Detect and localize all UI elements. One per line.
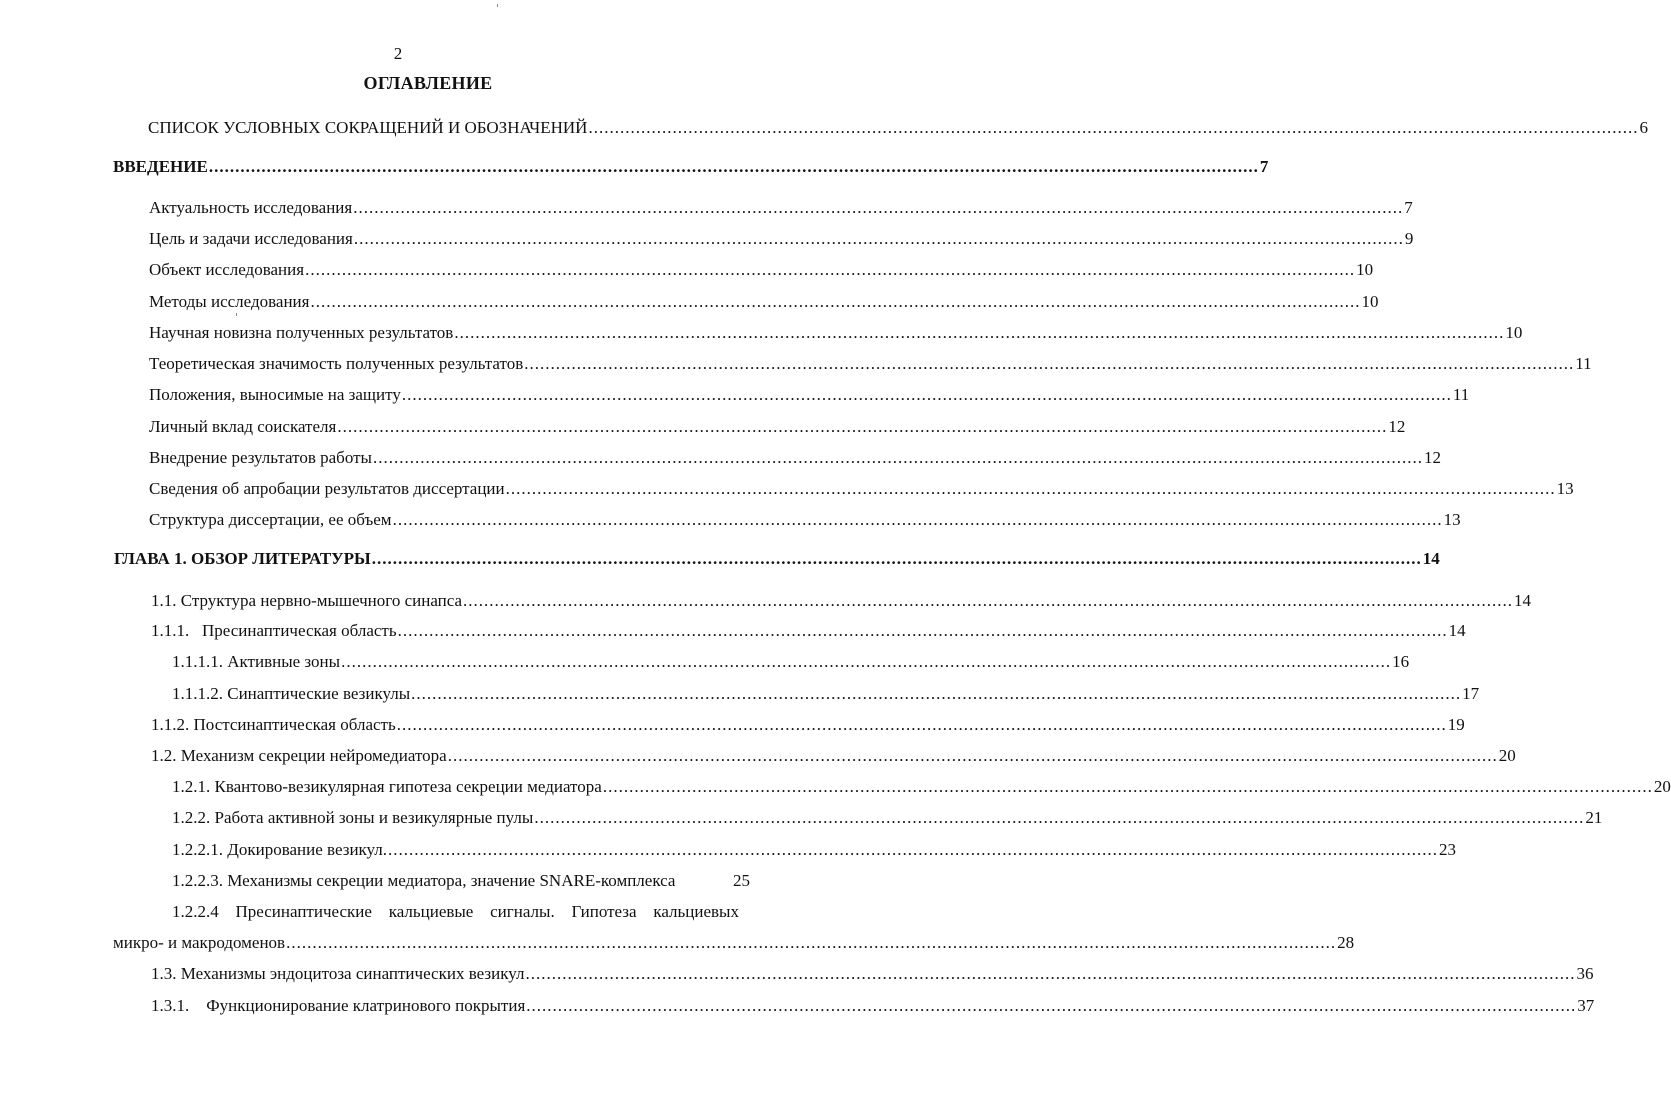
toc-entry-label: Сведения об апробации результатов диссертации (149, 479, 505, 498)
leader-dots: ........................................................................................................................................................................................................ (337, 417, 1388, 436)
toc-entry-label: 1.2. Механизм секреции нейромедиатора (151, 746, 447, 765)
page-number: 2 (393, 44, 403, 63)
leader-dots: ........................................................................................................................................................................................................ (505, 479, 1556, 498)
toc-entry-label: 1.3. Механизмы эндоцитоза синаптических везикул (151, 964, 525, 983)
leader-dots: ........................................................................................................................................................................................................ (396, 715, 1447, 734)
toc-entry-page: 11 (1452, 385, 1470, 404)
toc-entry (151, 745, 1516, 767)
toc-entry-label: Положения, выносимые на защиту (149, 385, 401, 404)
toc-entry-page: 16 (1392, 652, 1410, 671)
toc-entry-label: Структура диссертации, ее объем (149, 510, 392, 529)
leader-dots: ........................................................................................................................................................................................................ (392, 510, 1443, 529)
toc-entry-word: Пресинаптические (235, 902, 372, 921)
toc-entry-page: 21 (1585, 808, 1603, 827)
toc-entry-label: Научная новизна полученных результатов (149, 323, 454, 342)
toc-entry (113, 156, 1269, 178)
toc-entry (151, 620, 1466, 642)
scan-speck (497, 4, 498, 7)
toc-entry-word: Гипотеза (571, 902, 637, 921)
toc-entry-label: 1.1. Структура нервно-мышечного синапса (151, 591, 463, 610)
leader-dots: ........................................................................................................................................................................................................ (372, 448, 1423, 467)
toc-entry-page: 13 (1556, 479, 1574, 498)
leader-dots: ........................................................................................................................................................................................................ (534, 808, 1585, 827)
leader-dots: ........................................................................................................................................................................................................ (454, 323, 1505, 342)
toc-entry-label: 1.1.1.1. Активные зоны (172, 652, 341, 671)
toc-entry-page: 6 (1639, 118, 1648, 137)
toc-entry-page: 20 (1653, 777, 1671, 796)
toc-entry-label: 1.2.2.3. Механизмы секреции медиатора, значение SNARE-комплекса (172, 871, 676, 890)
toc-entry (151, 963, 1594, 985)
toc-entry (172, 807, 1603, 829)
toc-entry-page: 13 (1443, 510, 1461, 529)
toc-entry-page: 7 (1404, 198, 1413, 217)
toc-entry (149, 259, 1374, 281)
leader-dots: ........................................................................................................................................................................................................ (310, 292, 1361, 311)
toc-entry-label: 1.1.1. Пресинаптическая область (151, 621, 397, 640)
toc-entry-word: сигналы. (490, 902, 555, 921)
toc-entry-label: СПИСОК УСЛОВНЫХ СОКРАЩЕНИЙ И ОБОЗНАЧЕНИЙ (148, 118, 588, 137)
leader-dots: ........................................................................................................................................................................................................ (371, 549, 1422, 568)
toc-entry-label: 1.1.2. Постсинаптическая область (151, 715, 396, 734)
toc-entry-label: 1.2.1. Квантово-везикулярная гипотеза секреции медиатора (172, 777, 602, 796)
toc-entry (172, 839, 1457, 861)
toc-title: ОГЛАВЛЕНИЕ (363, 73, 493, 93)
toc-entry-label: 1.2.2. Работа активной зоны и везикулярные пулы (172, 808, 534, 827)
toc-entry (149, 416, 1406, 438)
leader-dots: ........................................................................................................................................................................................................ (341, 652, 1392, 671)
toc-entry-page: 20 (1498, 746, 1516, 765)
toc-entry-page: 36 (1576, 964, 1594, 983)
toc-entry-label: Методы исследования (149, 292, 310, 311)
toc-entry (149, 197, 1413, 219)
toc-entry-first-line (172, 902, 739, 922)
toc-entry (149, 447, 1441, 469)
leader-dots: ........................................................................................................................................................................................................ (286, 933, 1337, 952)
toc-entry-label: Актуальность исследования (149, 198, 353, 217)
toc-entry (172, 651, 1410, 673)
toc-entry (149, 291, 1379, 313)
toc-entry-page: 17 (1462, 684, 1480, 703)
leader-dots: ........................................................................................................................................................................................................ (388, 840, 1439, 859)
leader-dots: ........................................................................................................................................................................................................ (602, 777, 1653, 796)
leader-dots: ........................................................................................................................................................................................................ (526, 996, 1577, 1015)
toc-entry (148, 117, 1648, 139)
toc-entry (172, 870, 750, 892)
toc-entry (149, 322, 1523, 344)
toc-entry-word: 1.2.2.4 (172, 902, 219, 921)
toc-entry-page: 25 (733, 871, 750, 890)
toc-entry-page: 37 (1577, 996, 1595, 1015)
leader-dots: ........................................................................................................................................................................................................ (463, 591, 1514, 610)
leader-dots: ........................................................................................................................................................................................................ (588, 118, 1639, 137)
toc-entry (172, 776, 1671, 798)
leader-dots: ........................................................................................................................................................................................................ (397, 621, 1448, 640)
toc-entry-page: 10 (1356, 260, 1374, 279)
leader-dots: ........................................................................................................................................................................................................ (208, 157, 1259, 176)
toc-entry (114, 548, 1440, 570)
leader-dots: ........................................................................................................................................................................................................ (401, 385, 1452, 404)
toc-entry-label: микро- и макродоменов (113, 933, 286, 952)
toc-entry (172, 683, 1480, 705)
toc-entry (151, 714, 1465, 736)
toc-entry-word: кальциевые (388, 902, 474, 921)
toc-entry-page: 23 (1439, 840, 1457, 859)
toc-entry-page: 10 (1505, 323, 1523, 342)
toc-entry (151, 995, 1595, 1017)
scan-speck (236, 313, 237, 316)
toc-entry (149, 509, 1461, 531)
toc-entry-label: 1.3.1. Функционирование клатринового покрытия (151, 996, 526, 1015)
toc-entry-label: Теоретическая значимость полученных результатов (149, 354, 524, 373)
toc-entry-label: ВВЕДЕНИЕ (113, 157, 208, 176)
toc-entry (151, 590, 1532, 612)
leader-dots: ........................................................................................................................................................................................................ (353, 198, 1404, 217)
toc-entry-page: 28 (1337, 933, 1355, 952)
leader-dots: ........................................................................................................................................................................................................ (353, 229, 1404, 248)
toc-entry-page: 9 (1404, 229, 1414, 248)
toc-entry-label: 1.1.1.2. Синаптические везикулы (172, 684, 411, 703)
toc-entry-page: 14 (1422, 549, 1440, 568)
toc-entry (149, 478, 1574, 500)
toc-entry-page: 7 (1259, 157, 1269, 176)
toc-entry-page: 14 (1514, 591, 1532, 610)
leader-dots: ........................................................................................................................................................................................................ (524, 354, 1575, 373)
toc-entry-page: 11 (1575, 354, 1592, 373)
toc-entry-label: 1.2.2.1. Докирование везикул. (172, 840, 388, 859)
toc-entry (149, 353, 1592, 375)
toc-entry-page: 19 (1447, 715, 1465, 734)
leader-dots: ........................................................................................................................................................................................................ (305, 260, 1356, 279)
toc-entry-page: 14 (1448, 621, 1466, 640)
leader-dots: ........................................................................................................................................................................................................ (525, 964, 1576, 983)
toc-entry-page: 12 (1423, 448, 1441, 467)
toc-entry-label: Внедрение результатов работы (149, 448, 372, 467)
toc-entry (149, 384, 1470, 406)
toc-entry (149, 228, 1414, 250)
leader-dots: ........................................................................................................................................................................................................ (411, 684, 1462, 703)
toc-entry-label: ГЛАВА 1. ОБЗОР ЛИТЕРАТУРЫ (114, 549, 371, 568)
toc-entry-word: кальциевых (653, 902, 739, 921)
toc-entry-page: 10 (1361, 292, 1379, 311)
leader-dots: ........................................................................................................................................................................................................ (447, 746, 1498, 765)
toc-entry-label: Цель и задачи исследования (149, 229, 353, 248)
toc-entry-label: Личный вклад соискателя (149, 417, 337, 436)
toc-entry-page: 12 (1388, 417, 1406, 436)
toc-entry-label: Объект исследования (149, 260, 305, 279)
toc-entry (113, 932, 1355, 954)
